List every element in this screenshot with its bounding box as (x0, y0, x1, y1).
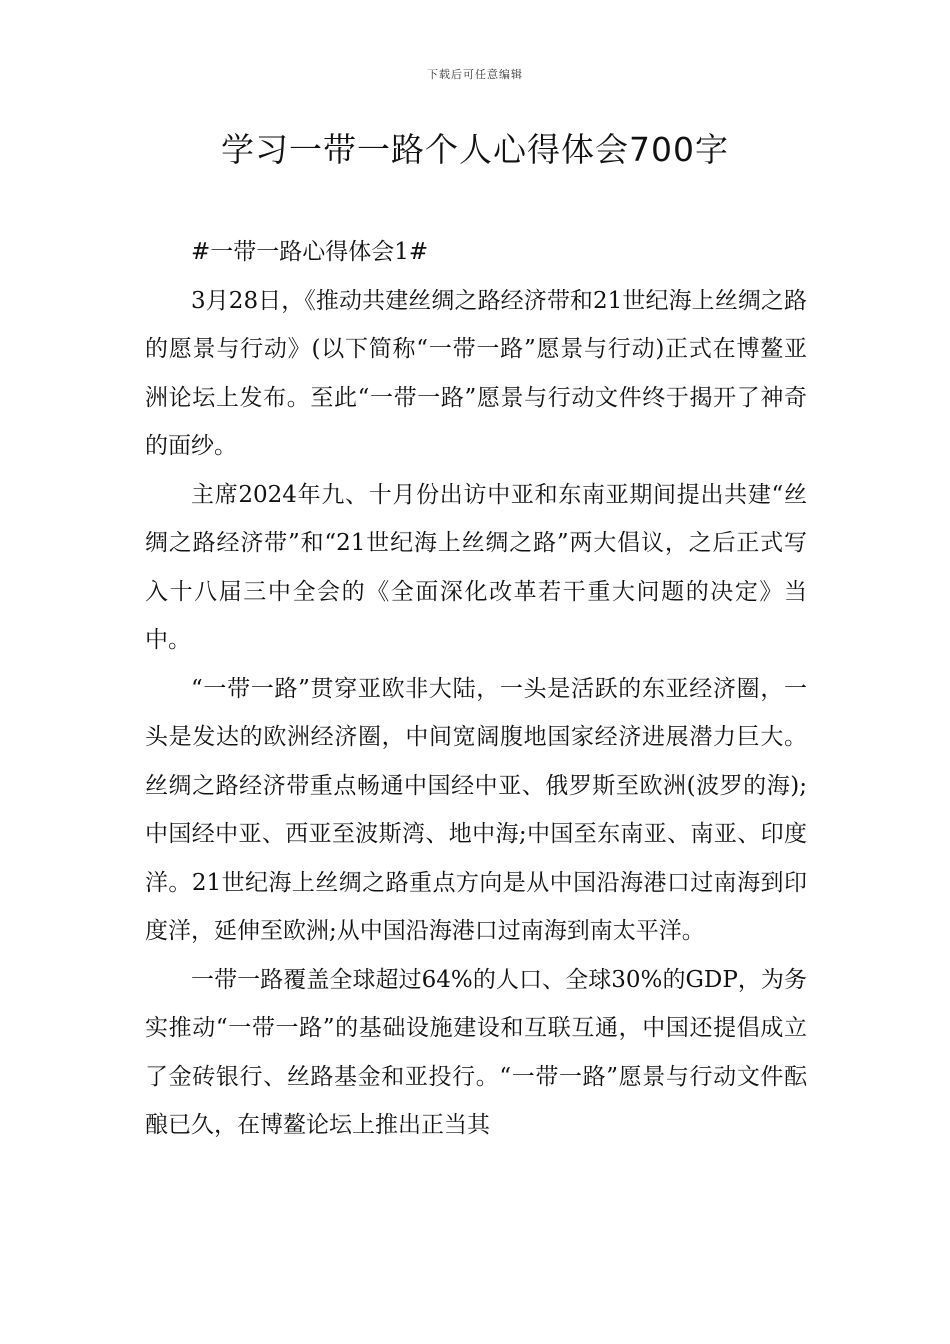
section-heading: #一带一路心得体会1# (191, 239, 429, 265)
document-title: 学习一带一路个人心得体会700字 (221, 130, 729, 169)
document-body (145, 228, 807, 1150)
paragraph-3: “一带一路”贯穿亚欧非大陆，一头是活跃的东亚经济圈，一头是发达的欧洲经济圈，中间宽阔腹地国家经济进展潜力巨大。丝绸之路经济带重点畅通中国经中亚、俄罗斯至欧洲(波罗的海);中国经中亚、西亚至波斯湾、地中海;中国至东南亚、南亚、印度洋。21世纪海上丝绸之路重点方向是从中国沿海港口过南海到印度洋，延伸至欧洲;从中国沿海港口过南海到南太平洋。 (145, 675, 807, 944)
header-note: 下载后可任意编辑 (427, 68, 523, 81)
paragraph-1: 3月28日，《推动共建丝绸之路经济带和21世纪海上丝绸之路的愿景与行动》(以下简称“一带一路”愿景与行动)正式在博鳌亚洲论坛上发布。至此“一带一路”愿景与行动文件终于揭开了神奇的面纱。 (145, 287, 807, 459)
paragraph-2: 主席2024年九、十月份出访中亚和东南亚期间提出共建“丝绸之路经济带”和“21世纪海上丝绸之路”两大倡议，之后正式写入十八届三中全会的《全面深化改革若干重大问题的决定》当中。 (145, 481, 807, 653)
paragraph-4: 一带一路覆盖全球超过64%的人口、全球30%的GDP，为务实推动“一带一路”的基础设施建设和互联互通，中国还提倡成立了金砖银行、丝路基金和亚投行。“一带一路”愿景与行动文件酝酿已久，在博鳌论坛上推出正当其 (145, 966, 808, 1138)
